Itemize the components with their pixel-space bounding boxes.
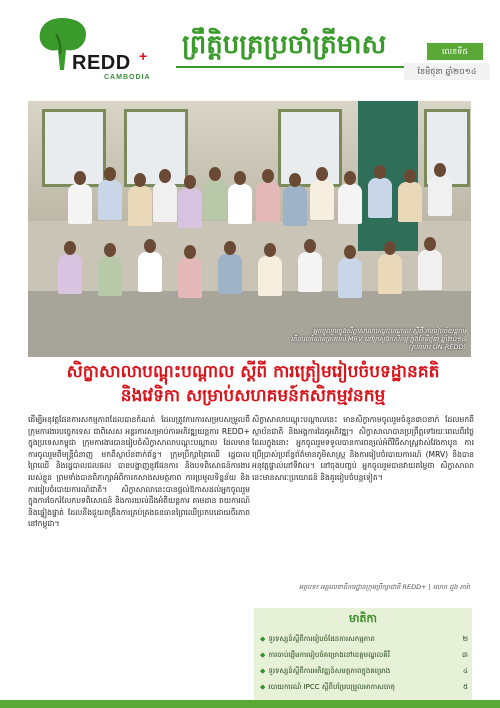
diamond-icon: ◆ [260,667,266,675]
issue-date: ខែមិថុនា ឆ្នាំ២០១៤ [404,63,490,80]
toc-item-label: ទូរទស្សន៍ស្ដីពីការរៀបចំផែនការសកម្មភាព [268,635,375,643]
toc-item-label: ទូរទស្សន៍ស្ដីពីការអភិវឌ្ឍន៍សមត្ថភាពក្នុងគម្រោង [268,667,391,675]
toc-item-page: ៥ [463,683,468,691]
body-column-left: ដើម្បីអនុវត្តផែនការសកម្មភាពដែលបានកំណត់ ដែលត្រូវការការសម្របសម្រួលពីក្រុមការងារបច្ចេកទេស ជាពិសេស អន្តរការសម្រាប់ការអភិវឌ្ឍយន្តការ REDD+ ក្នុងប្រទេសកម្ពុជា ក្រុមការងារបានរៀបចំសិក្ខាសាលាបណ្តុះបណ្តាល ដែលមានការចូលរួមពីមន្ត្រីជំនាញ មកពីស្ថាប័នពាក់ព័ន្ធ។ ក្រុមប្រឹក្សាព្រៃឈើ រដ្ឋបាលព្រៃឈើ និងរដ្ឋបាលជលផល បានបង្ហាញនូវផែនការ និងបទពិសោធន៍ការងាររបស់ខ្លួន ព្រមទាំងបានពិភាក្សាអំពីការកសាងសមត្ថភាព ការប្រមូលទិន្នន័យ និងការរៀបចំរបាយការណ៍ជាតិ។ សិក្ខាសាលានេះបានផ្តល់ឱកាសដល់អ្នកចូលរួម ក្នុងការចែករំលែកបទពិសោធន៍ និងការយល់ដឹងអំពីយន្តការ តាមដាន រាយការណ៍ និងផ្ទៀងផ្ទាត់ ដែលនឹងជួយពង្រឹងការគ្រប់គ្រងធនធានព្រៃឈើប្រកបដោយចីរភាពនៅកម្ពុជា។ [28,415,250,529]
toc-item-label: របាយការណ៍ IPCC ស្ដីពីបម្រែបម្រួលអាកាសធាតុ [268,683,395,691]
toc-title: មាតិកា [349,612,377,625]
caption-credit: (រូបភាព៖ UN-REDD) [408,343,466,351]
group-photo [28,101,471,357]
toc-item[interactable] [260,664,468,678]
article-headline [30,360,476,410]
header-divider [176,66,404,68]
article-author: អត្ថបទ៖ អគ្គលេខាធិការដ្ឋានក្រុមប្រឹក្សាជាតិ REDD+ | លោក ជួង ភារ៉ា [298,583,470,591]
body-column-right: សិក្ខាសាលាបណ្តុះបណ្តាលនេះ មានសិក្ខាកាមចូលរួមចំនួន៣០នាក់ ដែលមកពីស្ថាប័នជាតិ និងអង្គការដៃគូអភិវឌ្ឍ។ សិក្ខាសាលាបានប្រព្រឹត្តទៅរយៈពេលពីរថ្ងៃ ដែលក្នុងនោះ អ្នកចូលរួមទទួលបានការពន្យល់អំពីវិធីសាស្ត្រវាស់វែងកាបូន ការប្រើប្រាស់ប្រព័ន្ធព័ត៌មានភូមិសាស្ត្រ និងការរៀបចំរបាយការណ៍ (MRV) និងបានអនុវត្តផ្ទាល់នៅទីវាល។ នៅចុងបញ្ចប់ អ្នកចូលរួមបានវាយតម្លៃថា សិក្ខាសាលានេះមានសារៈប្រយោជន៍ និងគួររៀបចំបន្តទៀត។ [252,415,474,482]
logo-text: REDD [72,52,131,74]
headline-line: សិក្ខាសាលាបណ្តុះបណ្តាល ស្តីពី ការត្រៀមរៀបចំបទដ្ឋានគតិ [66,362,440,382]
toc-item-page: ៣ [462,651,468,659]
caption-line: អ្នកចូលរួមក្នុងសិក្ខាសាលាបណ្តុះបណ្តាល ស្តីពី ការរៀបចំយន្តការ [313,327,466,335]
photo-caption [234,327,466,359]
toc-item[interactable] [260,680,468,694]
diamond-icon: ◆ [260,651,266,659]
issue-number: លេខទី៥ [427,43,483,60]
headline-line: និងវេទិកា សម្រាប់សហគមន៍កសិកម្មវនកម្ម [120,386,386,406]
logo-country: CAMBODIA [104,74,151,81]
logo-plus: + [139,48,148,64]
footer-bar [0,700,500,708]
toc-item-page: ៤ [463,667,468,675]
toc-item[interactable] [260,632,468,646]
masthead-title: ព្រឹត្តិបត្រប្រចាំត្រីមាស [182,30,387,60]
diamond-icon: ◆ [260,635,266,643]
toc-item-page: ២ [462,635,468,643]
toc-item[interactable] [260,648,468,662]
caption-line: រតិបាលកំណត់ត្រារបស់ MRV នៅក្រសួងកសិកម្ម ក្នុងខែមិថុនា ឆ្នាំ២០១៤ [290,335,466,343]
toc-item-label: ការចាប់ផ្តើមការរៀបចំគម្រោងនៅខេត្តមណ្ឌលគិរី [268,651,390,659]
diamond-icon: ◆ [260,683,266,691]
